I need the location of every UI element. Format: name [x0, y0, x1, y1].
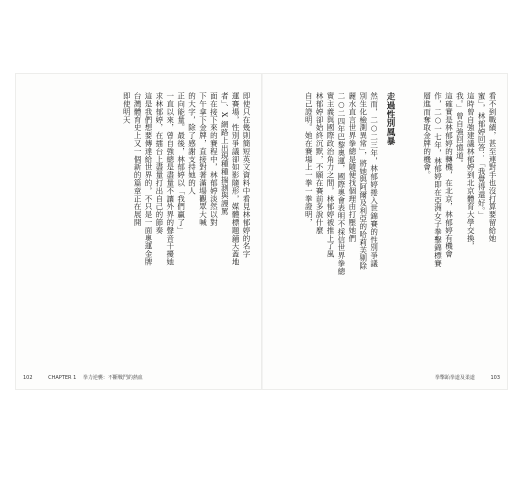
left-running-title: 拳力逆襲：不斷戰鬥的熱血	[82, 375, 143, 381]
text-column: 這確實是林郁婷的轉機，在北京，林郁婷有機會	[444, 92, 454, 258]
text-column: 者」、X 網路上出現種種揣測與謾罵	[220, 92, 230, 216]
blank-column	[401, 92, 409, 350]
text-column: 林郁婷卻始終沉默，不願在賽前多說什麼	[315, 92, 325, 235]
text-column: 一直以來，曾自強總是盡量不讓外界的聲音干擾她	[165, 92, 175, 266]
right-page	[274, 92, 496, 350]
right-page-columns	[274, 92, 496, 350]
text-column: 作，二○一七年，林郁婷即在亞洲女子拳擊錦標賽	[433, 92, 443, 268]
text-column: 求林郁婷，在擂台上盡量打出自己的節奏	[154, 92, 164, 235]
text-column: 下午拿下金牌，直接對著滿場觀眾大喊	[198, 92, 208, 227]
text-column: 實主義與國際政治角力之間，林郁婷被推上了風	[326, 92, 336, 258]
text-column: 即使明天	[122, 92, 132, 124]
right-page-footer	[435, 374, 500, 381]
text-column: 蜜」，林郁婷回答：「我覺得還好。」	[477, 92, 487, 219]
text-column: 這時曾自強建議林郁婷到北京體育大學交換，	[466, 92, 476, 250]
text-column: 麗水直言世界拳總是隨便找個理由打壓她們	[347, 92, 357, 243]
text-column: 的大字，除了感謝支持她的人	[187, 92, 197, 195]
chapter-label: CHAPTER 1	[48, 375, 77, 381]
left-page	[28, 92, 250, 350]
left-page-columns	[28, 92, 250, 350]
text-column: 即使只在幾則簡短英文資料中看見林郁婷的名字	[242, 92, 251, 258]
text-column: 運賽場，性別爭議卻如影隨形，媒體標題鋪天蓋地	[231, 92, 241, 266]
text-column: 層進而奪取金牌的機會。	[422, 92, 432, 179]
text-column: 看不到戰績，甚至連對手也沒打算要留給她	[488, 92, 497, 243]
right-page-number: 103	[490, 375, 500, 381]
text-column: 然而，二○二三年，林郁婷捲入世錦賽的性別爭議	[369, 92, 379, 268]
text-column: 正向能量。最後，林郁婷以「我們贏了」	[176, 92, 186, 235]
text-column: 台灣體育史上又一個新的篇章正在展開	[133, 92, 143, 227]
left-page-number: 102	[23, 375, 33, 381]
text-column: 我。」曾自強回憶道。	[455, 92, 465, 168]
section-heading: 走過性別風暴	[384, 92, 395, 146]
book-gutter	[261, 74, 263, 389]
blank-column	[412, 92, 420, 350]
book-spread	[16, 74, 507, 389]
text-column: 自己證明。她在賽場上一拳一拳證明，	[304, 92, 314, 227]
text-column: 這是我們想要傳達給世界的，不只是一面奧運金牌	[143, 92, 153, 266]
right-running-title: 拳擊跆拳道及柔道	[434, 375, 475, 381]
text-column: 別生化檢測異常」，將她與阿爾及利亞的哈莉芙剔除	[358, 92, 368, 270]
text-column: 面在接下來的賽程中，林郁婷淡然以對	[209, 92, 219, 227]
left-page-footer	[23, 374, 143, 381]
text-column: 二○二四年巴黎奧運，國際奧會表明不採信世界拳總	[336, 92, 346, 276]
